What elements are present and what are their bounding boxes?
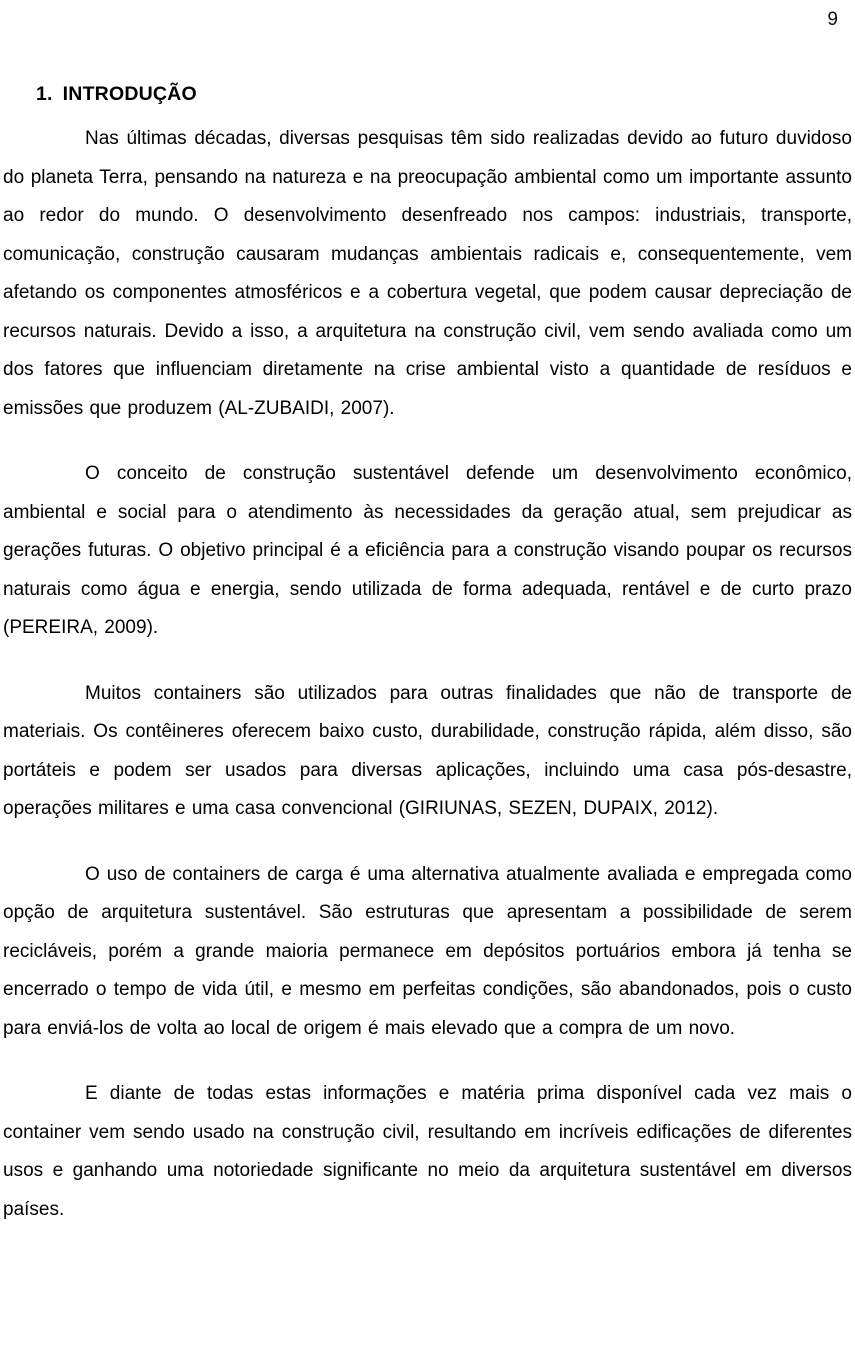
section-title: INTRODUÇÃO — [62, 83, 197, 105]
section-number: 1. — [36, 83, 53, 105]
paragraph: E diante de todas estas informações e matéria prima disponível cada vez mais o container vem sendo usado na construção civil, resultando em incríveis edificações de diferentes usos e ganhando uma notoriedade significante no meio da arquitetura sustentável em diversos países. — [3, 1083, 852, 1220]
paragraph: O conceito de construção sustentável defende um desenvolvimento econômico, ambiental e social para o atendimento às necessidades da geração atual, sem prejudicar as gerações futuras. O objetivo principal é a eficiência para a construção visando poupar os recursos naturais como água e energia, sendo utilizada de forma adequada, rentável e de curto prazo (PEREIRA, 2009). — [3, 463, 852, 638]
paragraph: O uso de containers de carga é uma alternativa atualmente avaliada e empregada como opção de arquitetura sustentável. São estruturas que apresentam a possibilidade de serem recicláveis, porém a grande maioria permanece em depósitos portuários embora já tenha se encerrado o tempo de vida útil, e mesmo em perfeitas condições, são abandonados, pois o custo para enviá-los de volta ao local de origem é mais elevado que a compra de um novo. — [3, 863, 852, 1039]
page-number: 9 — [827, 9, 838, 30]
section-heading — [36, 82, 852, 106]
paragraph: Nas últimas décadas, diversas pesquisas têm sido realizadas devido ao futuro duvidoso do planeta Terra, pensando na natureza e na preocupação ambiental como um importante assunto ao redor do mundo. O desenvolvimento desenfreado nos campos: industriais, transporte, comunicação, construção causaram mudanças ambientais radicais e, consequentemente, vem afetando os componentes atmosféricos e a cobertura vegetal, que podem causar depreciação de recursos naturais. Devido a isso, a arquitetura na construção civil, vem sendo avaliada como um dos fatores que influenciam diretamente na crise ambiental visto a quantidade de resíduos e emissões que produzem (AL-ZUBAIDI, 2007). — [3, 128, 852, 419]
paragraph: Muitos containers são utilizados para outras finalidades que não de transporte de materiais. Os contêineres oferecem baixo custo, durabilidade, construção rápida, além disso, são portáteis e podem ser usados para diversas aplicações, incluindo uma casa pós-desastre, operações militares e uma casa convencional (GIRIUNAS, SEZEN, DUPAIX, 2012). — [3, 682, 852, 819]
